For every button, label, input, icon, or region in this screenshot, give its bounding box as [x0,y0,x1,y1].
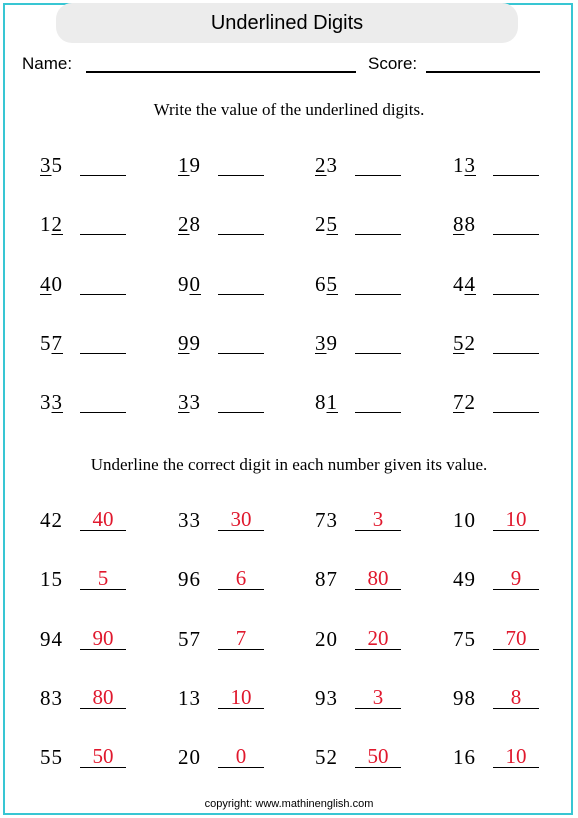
underlined-digit: 3 [315,330,327,355]
instruction-underline-digit: Underline the correct digit in each number given its value. [90,455,488,474]
exercise-item [315,212,450,244]
underlined-digit: 0 [189,271,201,296]
name-label: Name: [22,54,73,73]
answer-blank[interactable] [493,353,539,354]
exercise-item [40,508,175,540]
exercise-item [178,153,313,185]
exercise-number [178,390,201,415]
exercise-number [40,390,63,415]
digit: 8 [464,212,476,237]
exercise-row [0,212,578,244]
given-value: 40 [92,507,114,531]
exercise-item [178,508,313,540]
underlined-digit: 7 [453,390,465,415]
given-value: 0 [235,744,247,769]
digit: 8 [315,390,327,415]
exercise-item [453,745,578,777]
given-value: 50 [367,744,389,769]
answer-blank[interactable] [80,412,126,413]
digit: 3 [189,390,201,415]
exercise-row [0,390,578,422]
exercise-item [178,390,313,422]
exercise-number [315,153,338,178]
exercise-number [315,331,338,356]
exercise-item [40,153,175,185]
given-value: 3 [372,684,384,709]
underlined-digit: 3 [40,153,52,177]
digit: 2 [464,330,476,355]
digit: 4 [453,271,465,296]
exercise-row [0,627,578,659]
copyright-footer: copyright: www.mathinenglish.com [204,798,374,810]
exercise-number[interactable]: 42 [40,508,63,532]
exercise-item [453,686,578,718]
answer-blank[interactable] [218,353,264,354]
answer-blank[interactable] [218,175,264,176]
exercise-item [178,567,313,599]
given-value: 3 [372,507,384,531]
exercise-number [40,331,63,356]
digit: 2 [464,390,476,415]
answer-blank[interactable] [493,294,539,295]
underlined-digit: 3 [51,390,63,415]
exercise-item [178,686,313,718]
digit: 9 [189,153,201,177]
exercise-item [315,627,450,659]
answer-blank[interactable] [80,175,126,176]
underlined-digit: 4 [40,271,52,296]
exercise-item [40,627,175,659]
digit: 8 [189,212,201,237]
digit: 2 [315,212,327,237]
exercise-number[interactable]: 49 [453,567,476,592]
exercise-item [315,331,450,363]
answer-blank[interactable] [218,234,264,235]
score-line[interactable] [426,71,540,73]
exercise-row [0,272,578,304]
exercise-item [40,567,175,599]
exercise-number[interactable]: 10 [453,508,476,532]
exercise-number[interactable]: 52 [315,745,338,770]
exercise-number [315,272,338,297]
underlined-digit: 9 [178,330,190,355]
exercise-row [0,508,578,540]
exercise-number[interactable]: 55 [40,745,63,770]
exercise-item [40,212,175,244]
exercise-item [453,627,578,659]
answer-blank[interactable] [355,353,401,354]
answer-blank[interactable] [80,353,126,354]
exercise-number [453,272,476,297]
exercise-number[interactable]: 75 [453,626,476,651]
answer-blank[interactable] [218,294,264,295]
exercise-number [453,212,476,237]
exercise-number[interactable]: 83 [40,685,63,710]
exercise-number [315,390,338,415]
underlined-digit: 2 [315,153,327,177]
answer-blank[interactable] [80,294,126,295]
digit: 9 [189,330,201,355]
given-value: 50 [92,744,114,769]
given-value: 6 [235,566,247,591]
digit: 5 [40,330,52,355]
exercise-item [40,686,175,718]
digit: 0 [51,271,63,296]
exercise-item [40,390,175,422]
exercise-number[interactable]: 93 [315,685,338,710]
answer-blank[interactable] [493,412,539,413]
exercise-number [40,153,63,178]
answer-blank[interactable] [355,175,401,176]
exercise-item [453,390,578,422]
given-value: 10 [505,507,527,531]
underlined-digit: 8 [453,212,465,237]
exercise-number [315,212,338,237]
exercise-item [178,331,313,363]
exercise-row [0,567,578,599]
exercise-item [178,212,313,244]
exercise-item [453,272,578,304]
underlined-digit: 3 [464,153,476,177]
given-value: 7 [235,625,247,650]
exercise-item [453,508,578,540]
exercise-number[interactable]: 13 [178,685,201,710]
exercise-number [40,212,63,237]
answer-blank[interactable] [355,412,401,413]
exercise-row [0,331,578,363]
exercise-number[interactable]: 16 [453,745,476,770]
exercise-number [453,153,476,178]
given-value: 10 [230,684,252,709]
exercise-item [315,686,450,718]
answer-blank[interactable] [493,234,539,235]
exercise-number[interactable]: 87 [315,567,338,592]
exercise-number [178,153,201,178]
exercise-item [453,212,578,244]
exercise-row [0,745,578,777]
answer-blank[interactable] [218,412,264,413]
exercise-number [453,331,476,356]
digit: 9 [326,330,338,355]
exercise-item [178,745,313,777]
worksheet-title: Underlined Digits [56,3,518,43]
given-value: 70 [505,625,527,650]
given-value: 30 [230,507,252,531]
exercise-item [315,567,450,599]
given-value: 8 [510,684,522,709]
given-value: 5 [97,566,109,591]
underlined-digit: 7 [51,330,63,355]
exercise-item [178,627,313,659]
underlined-digit: 5 [326,271,338,296]
exercise-item [40,272,175,304]
exercise-number[interactable]: 20 [178,745,201,770]
exercise-number[interactable]: 98 [453,685,476,710]
exercise-item [315,745,450,777]
exercise-number[interactable]: 73 [315,508,338,532]
exercise-number [40,272,63,297]
answer-blank[interactable] [355,234,401,235]
exercise-row [0,153,578,185]
underlined-digit: 5 [453,330,465,355]
name-line[interactable] [86,71,356,73]
exercise-number[interactable]: 94 [40,626,63,651]
exercise-item [453,567,578,599]
underlined-digit: 1 [178,153,190,177]
underlined-digit: 5 [326,212,338,237]
exercise-item [178,272,313,304]
digit: 1 [453,153,465,177]
instruction-write-values: Write the value of the underlined digits. [153,100,425,119]
exercise-item [40,745,175,777]
score-label: Score: [368,54,418,73]
underlined-digit: 4 [464,271,476,296]
exercise-item [40,331,175,363]
exercise-number[interactable]: 57 [178,626,201,651]
underlined-digit: 1 [326,390,338,415]
name-score-row [22,52,542,78]
given-value: 80 [367,566,389,591]
given-value: 10 [505,744,527,769]
exercise-item [315,508,450,540]
digit: 5 [51,153,63,177]
digit: 1 [40,212,52,237]
digit: 9 [178,271,190,296]
exercise-number [178,272,201,297]
given-value: 20 [367,625,389,650]
exercise-number [178,331,201,356]
exercise-number[interactable]: 20 [315,626,338,651]
digit: 3 [40,390,52,415]
answer-blank[interactable] [80,234,126,235]
given-value: 80 [92,684,114,709]
underlined-digit: 2 [178,212,190,237]
exercise-number [453,390,476,415]
exercise-item [315,272,450,304]
underlined-digit: 3 [178,390,190,415]
exercise-number[interactable]: 96 [178,567,201,592]
exercise-item [453,331,578,363]
exercise-row [0,686,578,718]
answer-blank[interactable] [355,294,401,295]
underlined-digit: 2 [51,212,63,237]
digit: 3 [326,153,338,177]
exercise-number[interactable]: 15 [40,567,63,592]
digit: 6 [315,271,327,296]
exercise-item [453,153,578,185]
exercise-item [315,390,450,422]
answer-blank[interactable] [493,175,539,176]
exercise-number [178,212,201,237]
exercise-number[interactable]: 33 [178,508,201,532]
given-value: 9 [510,566,522,591]
given-value: 90 [92,625,114,650]
exercise-item [315,153,450,185]
